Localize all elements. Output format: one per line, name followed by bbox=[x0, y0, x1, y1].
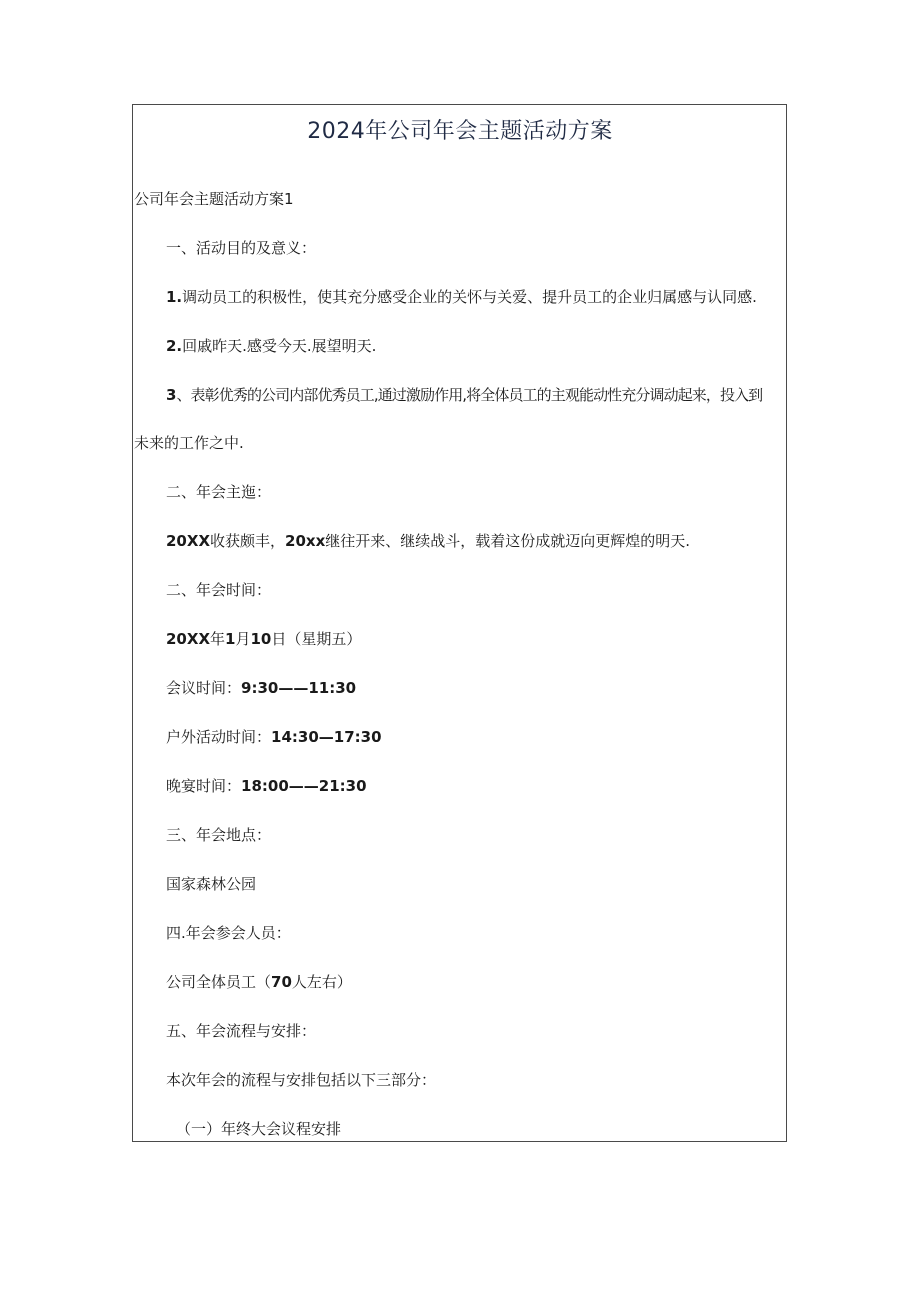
section-1-item-2: 2.回戚昨天.感受今天.展望明天. bbox=[166, 337, 377, 355]
section-1-item-3: 3、表彰优秀的公司内部优秀员工,通过激励作用,将全体员工的主观能动性充分调动起来，投入到 bbox=[166, 386, 763, 404]
section-1-item-3-continued: 未来的工作之中. bbox=[134, 434, 244, 452]
section-6-part-1: （一）年终大会议程安排 bbox=[176, 1120, 342, 1138]
section-1-heading: 一、活动目的及意义： bbox=[166, 239, 317, 257]
section-3-date: 20XX年1月10日（星期五） bbox=[166, 630, 362, 648]
section-6-heading: 五、年会流程与安排： bbox=[166, 1022, 317, 1040]
section-6-intro: 本次年会的流程与安排包括以下三部分： bbox=[166, 1071, 437, 1089]
section-3-meeting-time: 会议时间：9:30——11:30 bbox=[166, 679, 357, 697]
section-4-heading: 三、年会地点： bbox=[166, 826, 272, 844]
section-5-heading: 四.年会参会人员： bbox=[166, 924, 291, 942]
section-4-place: 国家森林公园 bbox=[166, 875, 257, 893]
plan-subtitle: 公司年会主题活动方案1 bbox=[134, 190, 294, 208]
section-2-heading: 二、年会主迤： bbox=[166, 483, 272, 501]
section-2-theme: 20XX收获颇丰，20xx继往开来、继续战斗，载着这份成就迈向更辉煌的明天. bbox=[166, 532, 691, 550]
section-3-heading: 二、年会时间： bbox=[166, 581, 272, 599]
section-3-dinner-time: 晚宴时间：18:00——21:30 bbox=[166, 777, 367, 795]
section-1-item-1: 1.调动员工的积极性，使其充分感受企业的关怀与关爱、提升员工的企业归属感与认同感. bbox=[166, 288, 757, 306]
section-5-attendees: 公司全体员工（70人左右） bbox=[166, 973, 352, 991]
document-title: 2024年公司年会主题活动方案 bbox=[307, 119, 613, 144]
section-3-outdoor-time: 户外活动时间：14:30—17:30 bbox=[166, 728, 382, 746]
